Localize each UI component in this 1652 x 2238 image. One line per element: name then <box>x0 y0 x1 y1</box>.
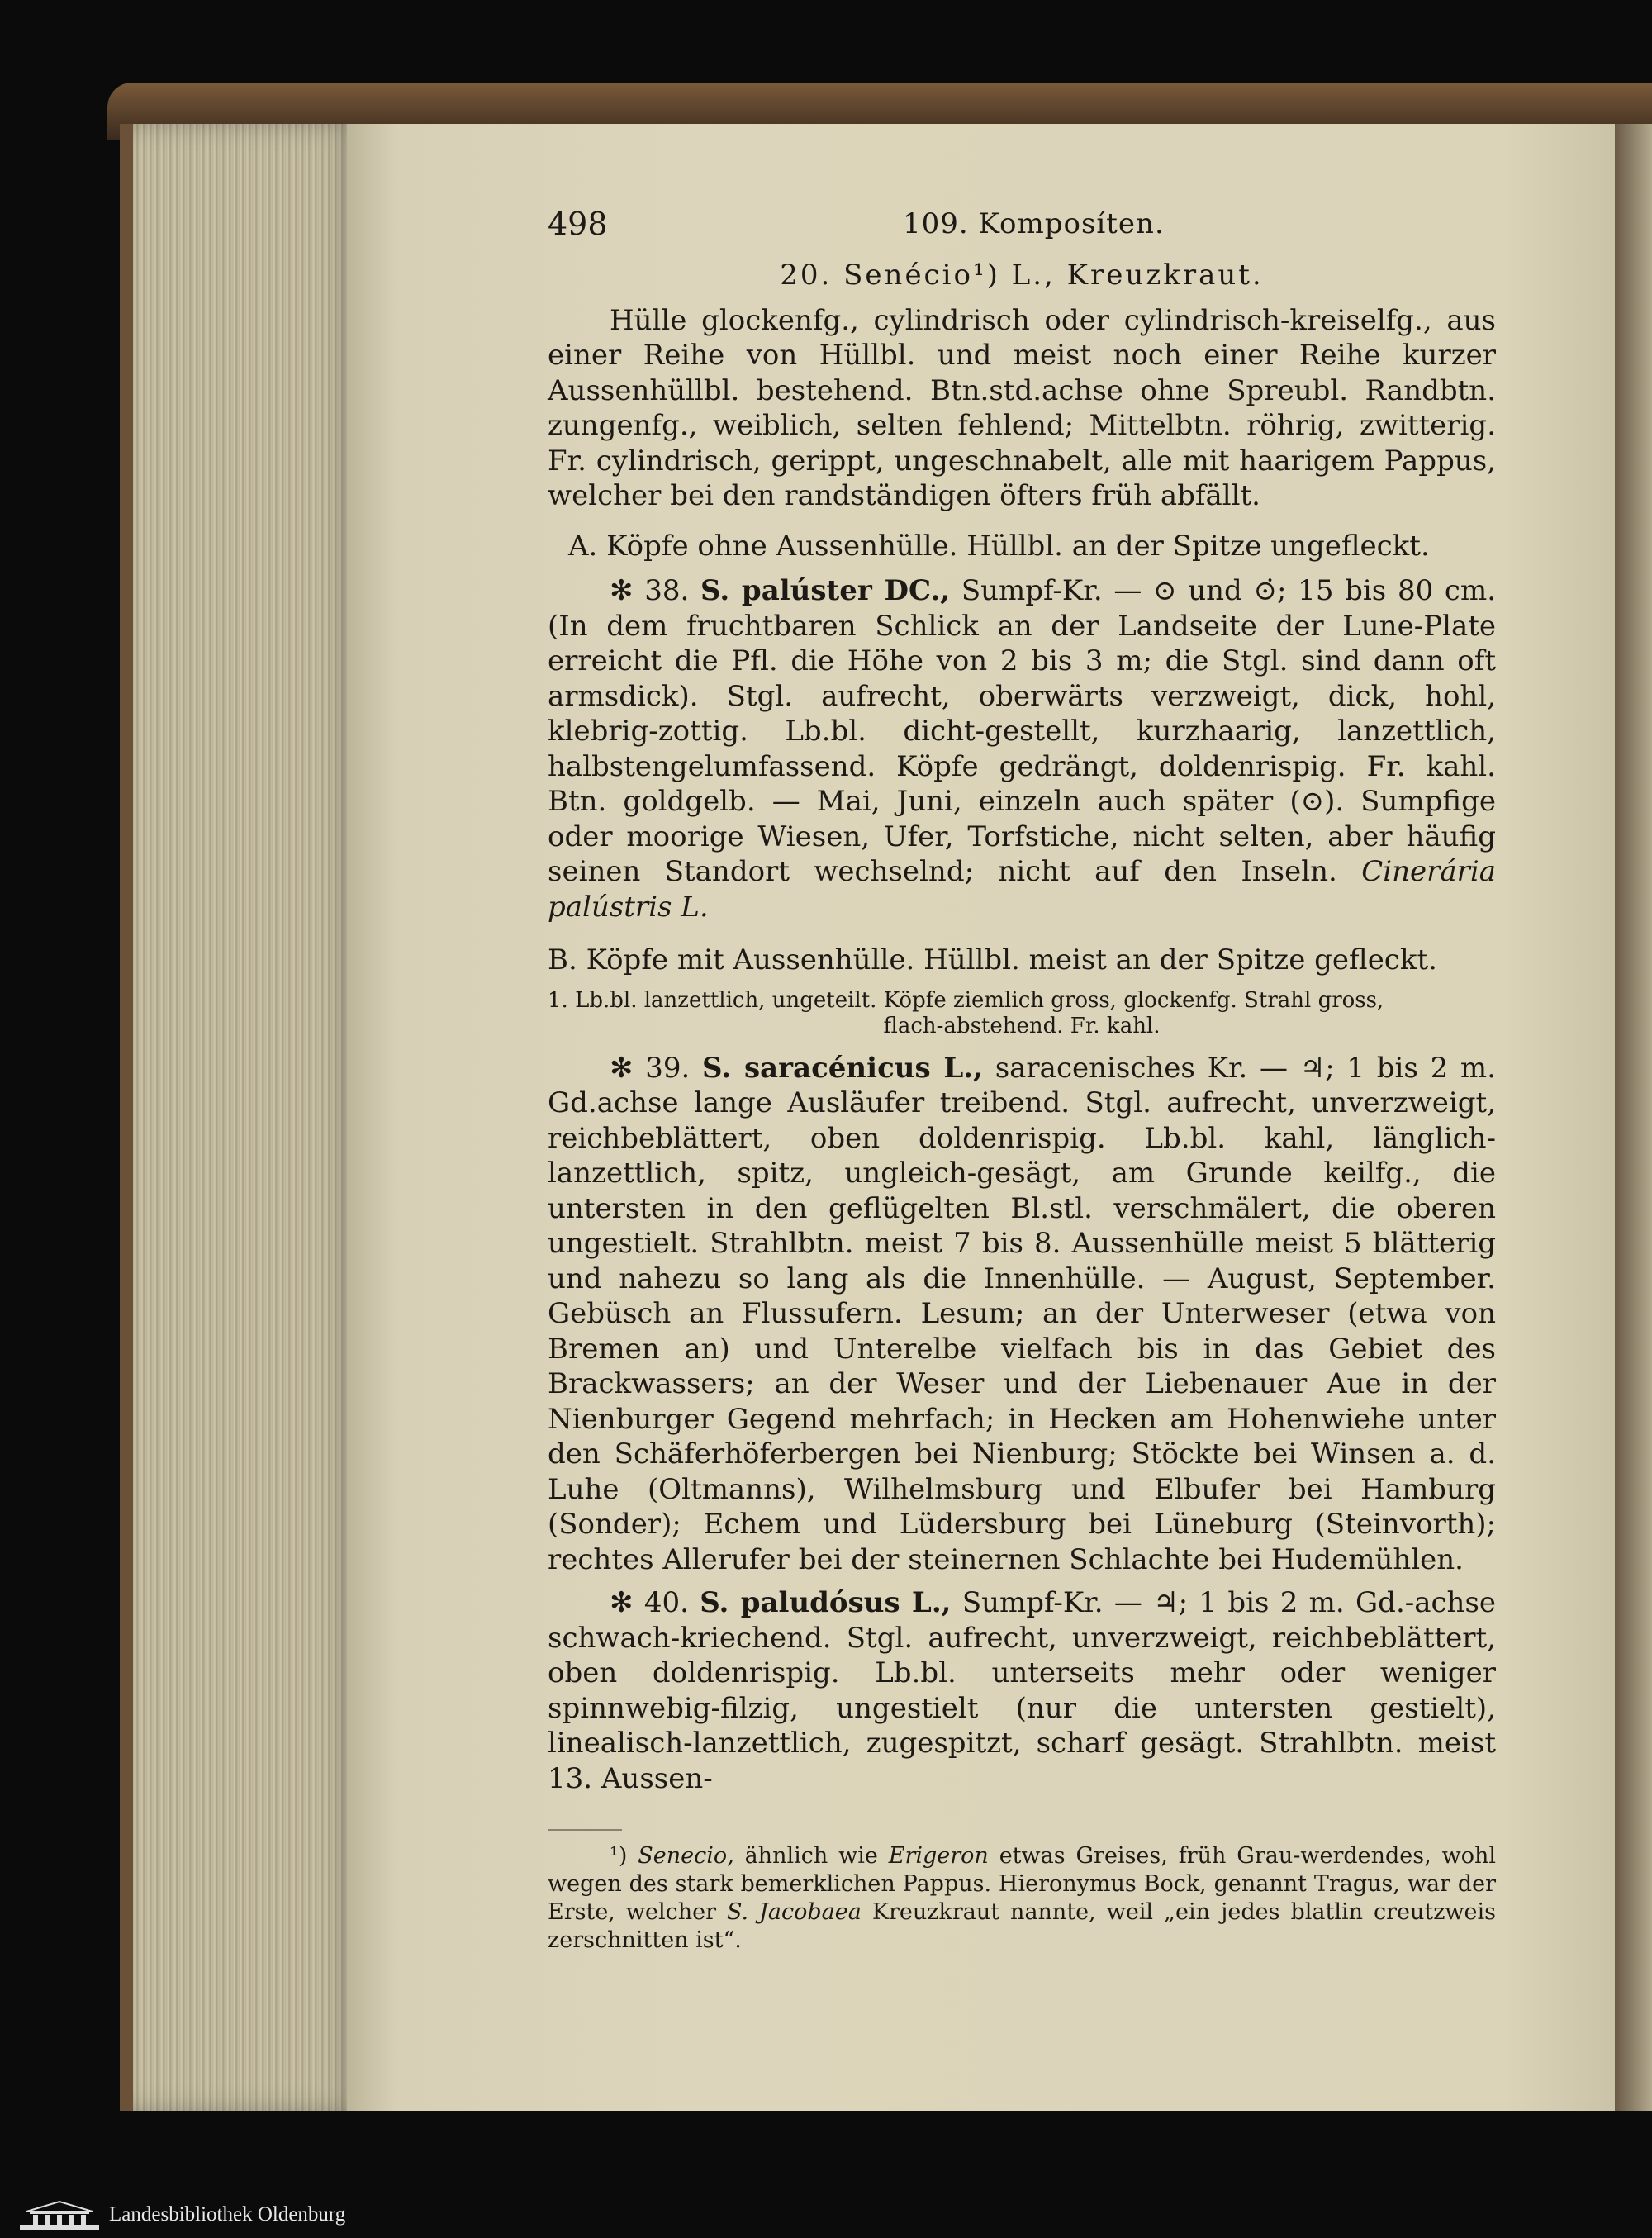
footnote-term: Senecio, <box>638 1843 734 1869</box>
footnote-text-2: etwas Greises, früh Grau-werdendes, wohl wegen des stark bemerklichen Pappus. Hieronymus Bock, genannt Tragus, war der Erste, welcher <box>548 1843 1496 1925</box>
facing-page-edge <box>1615 124 1652 2111</box>
species-39-entry <box>548 1051 1496 1578</box>
species-text: Sumpf-Kr. — ♃; 1 bis 2 m. Gd.-achse schwach-kriechend. Stgl. aufrecht, unverzweigt, reichbeblättert, oben doldenrispig. Lb.bl. unterseits mehr oder weniger spinnwebig-filzig, ungestielt (nur die untersten gestielt), linealisch-lanzettlich, zugespitzt, scharf gesägt. Strahlbtn. meist 13. Aussen- <box>548 1586 1497 1795</box>
species-text: Sumpf-Kr. — ⊙ und ⊙̇; 15 bis 80 cm. (In dem fruchtbaren Schlick an der Landseite der Lune-Plate erreicht die Pfl. die Höhe von 2 bis 3 m; die Stgl. sind dann oft armsdick). Stgl. aufrecht, oberwärts verzweigt, dick, hohl, klebrig-zottig. Lb.bl. dicht-gestellt, kurzhaarig, lanzettlich, halbstengelumfassend. Köpfe gedrängt, doldenrispig. Fr. kahl. Btn. goldgelb. — Mai, Juni, einzeln auch später (⊙). Sumpfige oder moorige Wiesen, Ufer, Torfstiche, nicht selten, aber häufig seinen Standort wechselnd; nicht auf den Inseln. <box>548 574 1497 888</box>
species-name: S. paludósus L., <box>700 1586 952 1619</box>
species-number: 38. <box>644 574 690 607</box>
page-number: 498 <box>548 206 608 242</box>
library-logo-icon[interactable] <box>18 2200 101 2231</box>
footnote <box>548 1842 1496 1955</box>
page-content <box>548 207 1496 1955</box>
species-number: 39. <box>645 1051 691 1085</box>
section-a-heading: A. Köpfe ohne Aussenhülle. Hüllbl. an der Spitze ungefleckt. <box>568 529 1430 563</box>
footnote-text-3: Kreuzkraut nannte, weil „ein jedes blatlin creutzweis zerschnitten ist“. <box>548 1899 1496 1953</box>
page-header <box>548 207 1496 253</box>
footnote-marker: ¹) <box>610 1843 628 1869</box>
footnote-text-1: ähnlich wie <box>744 1843 878 1869</box>
footnote-divider <box>548 1829 622 1831</box>
species-name: S. saracénicus L., <box>702 1051 983 1085</box>
species-40-entry <box>548 1585 1496 1796</box>
section-b-subnote <box>548 988 1496 1039</box>
species-marker-icon: ✻ <box>610 1586 634 1619</box>
library-name[interactable]: Landesbibliothek Oldenburg <box>109 2203 346 2226</box>
species-synonym: Cinerária palústris L. <box>548 855 1497 924</box>
footer-bar <box>0 2193 1652 2238</box>
species-marker-icon: ✻ <box>610 1051 634 1085</box>
page-stack-edge <box>120 124 360 2111</box>
species-text: saracenisches Kr. — ♃; 1 bis 2 m. Gd.achse lange Ausläufer treibend. Stgl. aufrecht, unverzweigt, reichbeblättert, oben doldenrispig. Lb.bl. kahl, länglich-lanzettlich, spitz, ungleich-gesägt, am Grunde keilfg., die untersten in den geflügelten Bl.stl. verschmälert, die oberen ungestielt. Strahlbtn. meist 7 bis 8. Aussenhülle meist 5 blätterig und nahezu so lang als die Innenhülle. — August, September. Gebüsch an Flussufern. Lesum; an der Unterweser (etwa von Bremen an) und Unterelbe vielfach bis in das Gebiet des Brackwassers; an der Weser und der Liebenauer Aue in der Nienburger Gegend mehrfach; in Hecken am Hohenwiehe unter den Schäferhöferbergen bei Nienburg; Stöckte bei Winsen a. d. Luhe (Oltmanns), Wilhelmsburg und Elbufer bei Hamburg (Sonder); Echem und Lüdersburg bei Lüneburg (Steinvorth); rechtes Allerufer bei der steinernen Schlachte bei Hudemühlen. <box>548 1051 1496 1576</box>
subnote-line-2: flach-abstehend. Fr. kahl. <box>883 1013 1161 1038</box>
species-name: S. palúster DC., <box>700 574 951 607</box>
footnote-ref-2: S. Jacobaea <box>726 1899 862 1925</box>
species-number: 40. <box>643 1586 689 1619</box>
genus-title: 20. Senécio¹) L., Kreuzkraut. <box>780 259 1264 292</box>
footnote-ref: Erigeron <box>888 1843 989 1869</box>
section-b-heading: B. Köpfe mit Aussenhülle. Hüllbl. meist an der Spitze gefleckt. <box>548 943 1437 976</box>
species-38-entry <box>548 573 1496 924</box>
species-marker-icon: ✻ <box>610 574 634 607</box>
genus-description: Hülle glockenfg., cylindrisch oder cylindrisch-kreiselfg., aus einer Reihe von Hüllbl. und meist noch einer Reihe kurzer Aussenhüllbl. bestehend. Btn.std.achse ohne Spreubl. Randbtn. zungenfg., weiblich, selten fehlend; Mittelbtn. röhrig, zwitterig. Fr. cylindrisch, gerippt, ungeschnabelt, alle mit haarigem Pappus, welcher bei den randständigen öfters früh abfällt. <box>548 303 1496 512</box>
subnote-line-1: 1. Lb.bl. lanzettlich, ungeteilt. Köpfe ziemlich gross, glockenfg. Strahl gross, <box>548 987 1384 1013</box>
running-head: 109. Komposíten. <box>903 207 1165 240</box>
